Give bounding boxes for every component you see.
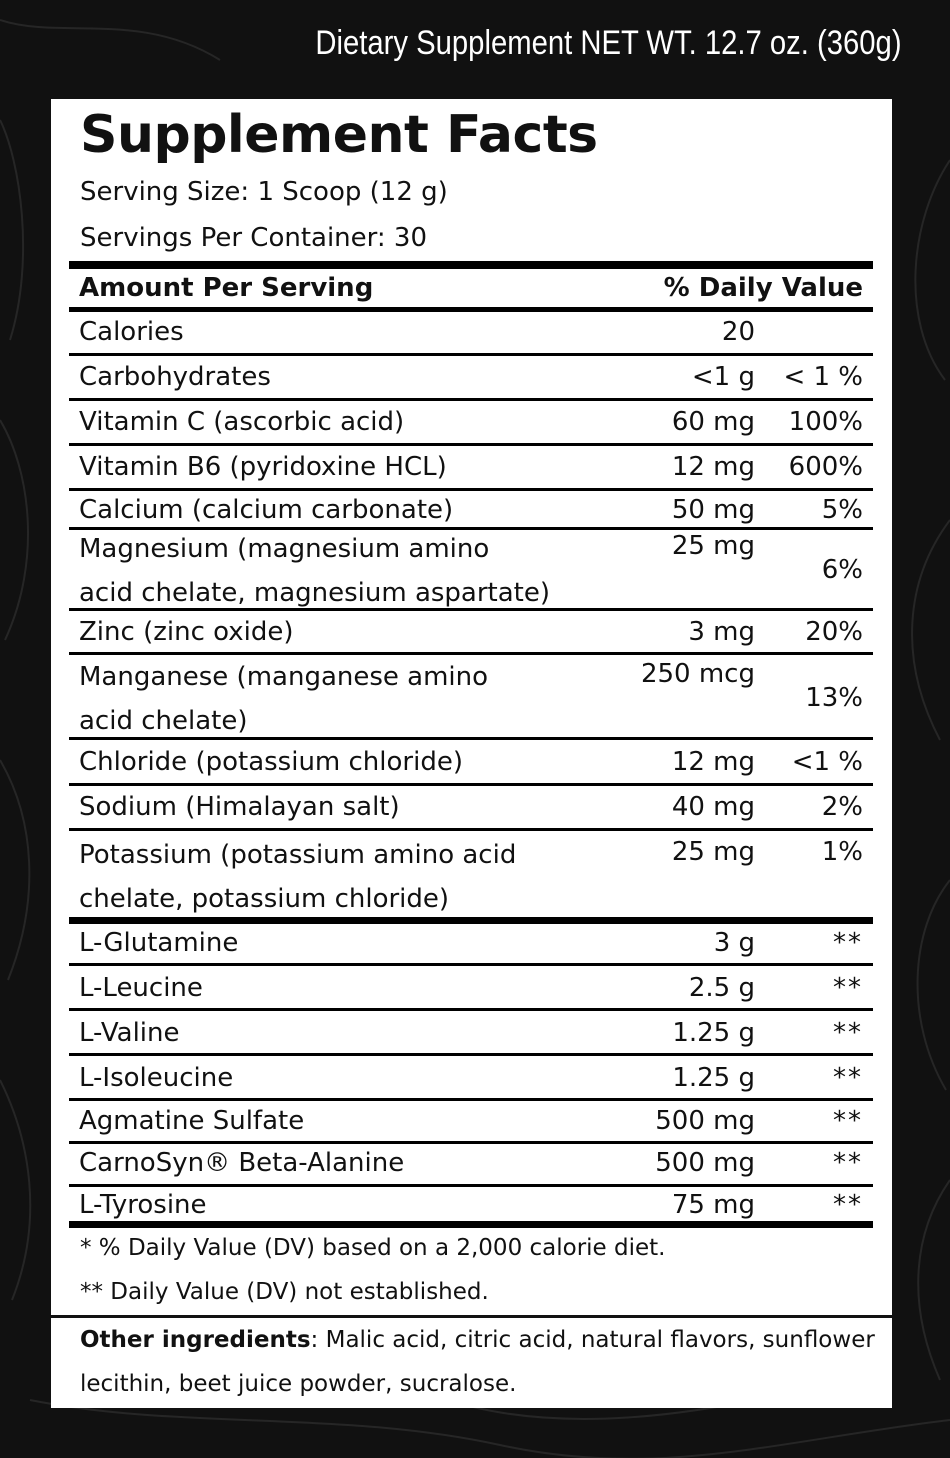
nutrient-dv: **: [833, 1148, 863, 1178]
table-row: [69, 1184, 873, 1226]
nutrient-dv: **: [833, 1190, 863, 1220]
nutrient-name: Vitamin C (ascorbic acid): [79, 407, 405, 437]
nutrient-name: CarnoSyn® Beta-Alanine: [79, 1148, 405, 1178]
nutrient-name: Chloride (potassium chloride): [79, 747, 463, 777]
table-row: [69, 833, 873, 919]
section-divider: [51, 1315, 892, 1317]
column-header-row: [69, 267, 873, 309]
nutrient-name-line: acid chelate, magnesium aspartate): [79, 578, 551, 608]
nutrient-amount: 50 mg: [671, 495, 755, 525]
nutrient-amount: 3 g: [713, 928, 755, 958]
nutrient-dv: **: [833, 928, 863, 958]
amount-per-serving-header: Amount Per Serving: [79, 273, 374, 303]
table-row: [69, 1057, 873, 1099]
nutrient-dv: 2%: [821, 792, 863, 822]
nutrient-name: L-Leucine: [79, 973, 203, 1003]
other-ingredients-panel: [51, 1318, 892, 1408]
other-ingredients-text: : Malic acid, citric acid, natural flavors, sunflower lecithin, beet juice powder, sucralose.: [80, 1327, 875, 1397]
nutrient-amount: 250 mcg: [640, 659, 755, 689]
nutrient-dv: **: [833, 1063, 863, 1093]
row-divider: [69, 828, 873, 831]
nutrient-dv: 6%: [821, 555, 863, 585]
nutrient-amount: 60 mg: [671, 407, 755, 437]
nutrient-name: Calcium (calcium carbonate): [79, 495, 454, 525]
nutrient-name: [79, 527, 550, 615]
nutrient-name: L-Glutamine: [79, 928, 239, 958]
nutrient-dv: 13%: [805, 683, 863, 713]
nutrient-amount: 12 mg: [671, 747, 755, 777]
table-row: [69, 1142, 873, 1184]
nutrient-name-line: acid chelate): [79, 706, 248, 736]
nutrient-name-line: Magnesium (magnesium amino: [79, 534, 490, 564]
nutrient-dv: <1 %: [791, 747, 863, 777]
table-row: [69, 489, 873, 529]
label-title: Supplement Facts: [80, 105, 598, 165]
nutrient-amount: 3 mg: [688, 617, 755, 647]
nutrient-amount: 500 mg: [655, 1106, 755, 1136]
nutrient-dv: 100%: [788, 407, 863, 437]
nutrient-name: Calories: [79, 317, 184, 347]
nutrient-name-line: chelate, potassium chloride): [79, 884, 450, 914]
nutrient-name: Carbohydrates: [79, 362, 271, 392]
table-row: [69, 967, 873, 1009]
nutrient-name: [79, 655, 488, 743]
nutrient-name: L-Isoleucine: [79, 1063, 234, 1093]
nutrient-dv: 1%: [821, 837, 863, 867]
nutrient-amount: 1.25 g: [672, 1063, 755, 1093]
nutrient-amount: 25 mg: [671, 531, 755, 561]
servings-per-container: Servings Per Container: 30: [80, 223, 428, 253]
table-row: [69, 611, 873, 653]
footnote-not-established: ** Daily Value (DV) not established.: [80, 1279, 489, 1305]
nutrient-amount: 75 mg: [671, 1190, 755, 1220]
nutrient-amount: 40 mg: [671, 792, 755, 822]
supplement-facts-panel: [51, 99, 892, 1315]
table-row: [69, 741, 873, 783]
nutrient-dv: **: [833, 973, 863, 1003]
table-row: [69, 922, 873, 964]
table-row: [69, 786, 873, 828]
nutrient-name: Agmatine Sulfate: [79, 1106, 305, 1136]
daily-value-header: % Daily Value: [663, 273, 863, 303]
nutrient-name: [79, 833, 516, 921]
footnote-daily-value: * % Daily Value (DV) based on a 2,000 calorie diet.: [80, 1235, 666, 1261]
nutrient-amount: <1 g: [691, 362, 755, 392]
nutrient-dv: 600%: [788, 452, 863, 482]
other-ingredients-label: Other ingredients: [80, 1327, 311, 1353]
serving-size: Serving Size: 1 Scoop (12 g): [80, 177, 448, 207]
nutrient-amount: 25 mg: [671, 837, 755, 867]
net-weight-header: Dietary Supplement NET WT. 12.7 oz. (360g): [315, 24, 902, 62]
table-row: [69, 527, 873, 609]
table-row: [69, 356, 873, 398]
nutrient-name: L-Valine: [79, 1018, 180, 1048]
table-row: [69, 1100, 873, 1142]
nutrient-amount: 12 mg: [671, 452, 755, 482]
nutrient-dv: 20%: [805, 617, 863, 647]
nutrient-dv: 5%: [821, 495, 863, 525]
row-divider: [69, 963, 873, 966]
nutrient-name: Sodium (Himalayan salt): [79, 792, 400, 822]
row-divider: [69, 1053, 873, 1056]
table-row: [69, 401, 873, 443]
nutrient-name: L-Tyrosine: [79, 1190, 207, 1220]
nutrient-name: Vitamin B6 (pyridoxine HCL): [79, 452, 447, 482]
row-divider: [69, 1008, 873, 1011]
table-row: [69, 655, 873, 737]
nutrient-dv: **: [833, 1018, 863, 1048]
nutrient-amount: 1.25 g: [672, 1018, 755, 1048]
thick-rule: [69, 1221, 873, 1228]
nutrient-amount: 500 mg: [655, 1148, 755, 1178]
other-ingredients: [80, 1318, 880, 1406]
table-row: [69, 311, 873, 353]
row-divider: [69, 737, 873, 740]
nutrient-amount: 20: [721, 317, 755, 347]
table-row: [69, 1012, 873, 1054]
nutrient-name: Zinc (zinc oxide): [79, 617, 294, 647]
nutrient-dv: < 1 %: [783, 362, 863, 392]
nutrient-dv: **: [833, 1106, 863, 1136]
nutrient-name-line: Potassium (potassium amino acid: [79, 840, 517, 870]
table-row: [69, 446, 873, 488]
nutrient-name-line: Manganese (manganese amino: [79, 662, 489, 692]
nutrient-amount: 2.5 g: [688, 973, 755, 1003]
